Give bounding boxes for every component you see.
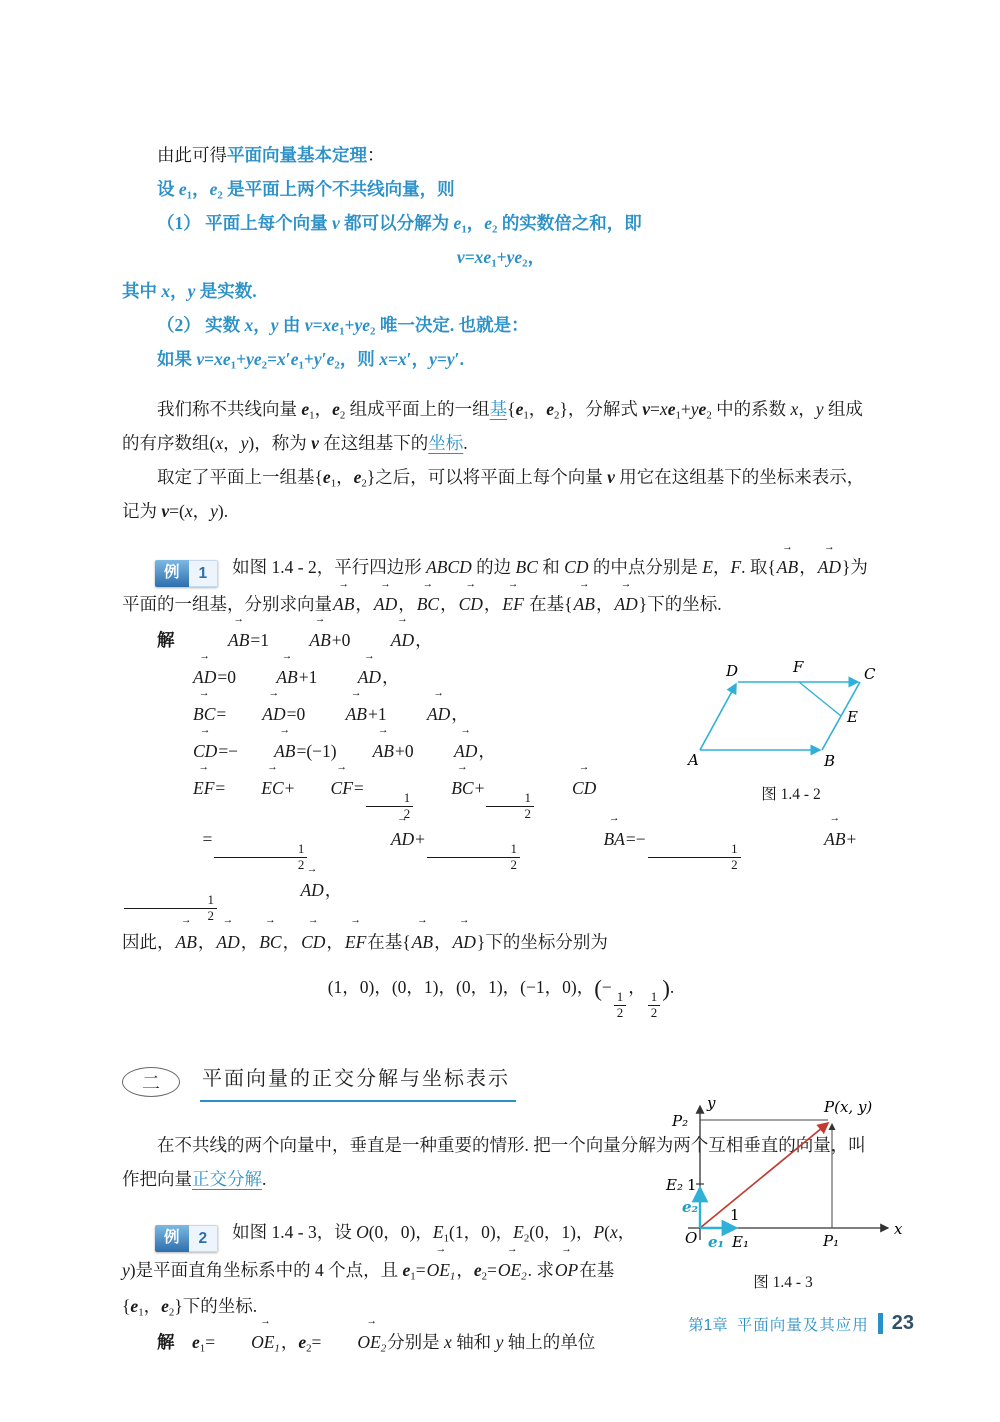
coordinate-diagram [656, 1090, 910, 1262]
figure-1-4-2-caption: 图 1.4 - 2 [761, 786, 821, 803]
vertex-label-d: D [726, 662, 739, 680]
example-badge-label: 例 [155, 1225, 189, 1252]
segment-e-f [799, 682, 841, 716]
example-1-statement [122, 550, 880, 622]
edge-a-d [700, 684, 736, 750]
footer-divider-bar [878, 1313, 883, 1334]
theorem-formula: $v=xe_1+ye_2$， [456, 247, 546, 270]
theorem-item-2-cont: 如果 $v=xe_1+ye_2=x'e_1+y'e_2$，则 x=x′，y=y′. [157, 349, 464, 372]
label-p2: P₂ [672, 1112, 689, 1130]
example-badge-number: 2 [189, 1225, 219, 1252]
example-1-badge [155, 560, 218, 587]
example-2 [122, 1214, 638, 1360]
label-unit-x: 1 [730, 1206, 740, 1224]
solution-line: = $\frac{1}{2}$ → AD+ $\frac{1}{2}$ → BA=− $\frac{1}{2}$ → AB+ $\frac{1}{2}$ → AD， [122, 821, 880, 923]
figure-1-4-2 [684, 646, 898, 805]
section-2-marker: 二 [122, 1067, 180, 1097]
label-p1: P₁ [823, 1232, 840, 1250]
label-unit-y: 1 [687, 1176, 697, 1194]
page-footer [688, 1312, 914, 1335]
label-e2-vector: e₂ [682, 1198, 699, 1216]
footer-book-title: 平面向量及其应用 [736, 1316, 869, 1334]
label-origin: O [685, 1229, 698, 1247]
solution-line: → EF= → EC+ → CF= $\frac{1}{2}$ → BC+ $\frac{1}{2}$ → CD [122, 770, 880, 821]
paragraph-coordinate-representation: 取定了平面上一组基{$e_1$，$e_2$}之后，可以将平面上每个向量 v 用它在这组基下的坐标来表示，记为 v=(x，y). [122, 467, 865, 521]
vertex-label-b: B [824, 752, 836, 770]
example-2-statement-text: 如图 1.4 - 3，设 O(0，0)，$E_1(1$，0)，$E_2(0$，1)，P(x，y)是平面直角坐标系中的 4 个点，且 $e_1=\to OE_1$，$e_2=\to OE_2$. 求→ OP在基{$e_1$，$e_2$}下的坐标. [122, 1222, 635, 1316]
paragraph-orthogonal: 在不共线的两个向量中，垂直是一种重要的情形. 把一个向量分解为两个互相垂直的向量，叫作把向量正交分解. [122, 1135, 866, 1190]
section-2-title: 平面向量的正交分解与坐标表示 [200, 1062, 516, 1102]
footer-page-number: 23 [891, 1312, 914, 1334]
vector-op [700, 1123, 828, 1228]
theorem-item-1: （1） 平面上每个向量 v 都可以分解为 $e_1$，$e_2$ 的实数倍之和，即 [157, 213, 642, 236]
solution-line: → AD=0 → AB+1 → AD， [122, 659, 880, 696]
solution-line: 解 → AB=1 → AB+0 → AD， [122, 622, 880, 659]
theorem-where: 其中 x，y 是实数. [122, 281, 257, 301]
example-badge-number: 1 [189, 560, 219, 587]
label-y-axis: y [707, 1094, 716, 1112]
vertex-label-a: A [688, 751, 699, 769]
example-badge-label: 例 [155, 560, 189, 587]
label-x-axis: x [894, 1220, 903, 1238]
label-e1-vector: e₁ [708, 1233, 725, 1251]
label-point-p: P(x, y) [824, 1098, 873, 1116]
label-e2-point: E₂ [666, 1176, 683, 1194]
figure-1-4-3-caption: 图 1.4 - 3 [753, 1274, 813, 1291]
solution-line: → BC= → AD=0 → AB+1 → AD， [122, 696, 880, 733]
theorem-lead: 由此可得平面向量基本定理： [157, 145, 385, 165]
example-1-statement-text: 如图 1.4 - 2，平行四边形 ABCD 的边 BC 和 CD 的中点分别是 E，F. 取{→ AB，→ AD}为平面的一组基，分别求向量→ AB，→ AD，→ BC，→ CD，→ EF 在基{→ AB，→ AD}下的坐标. [122, 557, 868, 614]
example-1-coordinates: (1，0)，(0，1)，(0，1)，(−1，0)，(− $\frac{1}{2}$ ， $\frac{1}{2}$ ). [327, 974, 675, 1020]
example-2-solution-start: 解 $e_1= \to OE_1$，$e_2= \to OE_2$分别是 x 轴和 y 轴上的单位 [122, 1324, 638, 1360]
theorem-item-2: （2） 实数 x，y 由 $v=xe_1+ye_2$ 唯一决定. 也就是： [157, 315, 529, 338]
vertex-label-f: F [793, 658, 804, 676]
footer-chapter: 第1章 [688, 1316, 728, 1334]
solution-line: → CD=− → AB=(−1) → AB+0 → AD， [122, 733, 880, 770]
figure-1-4-3 [656, 1090, 910, 1293]
label-e1-point: E₁ [732, 1233, 749, 1251]
vertex-label-e: E [847, 708, 858, 726]
example-1-conclusion: 因此，→ AB，→ AD，→ BC，→ CD，→ EF在基{→ AB，→ AD}下的坐标分别为 [122, 923, 880, 961]
vertex-label-c: C [864, 665, 876, 683]
theorem-setup: 设 $e_1$，$e_2$ 是平面上两个不共线向量，则 [157, 179, 455, 202]
example-2-statement [122, 1214, 638, 1324]
theorem-block [122, 138, 880, 376]
parallelogram-diagram [684, 646, 898, 774]
paragraph-base-definition: 我们称不共线向量 $e_1$，$e_2$ 组成平面上的一组基{$e_1$，$e_2$}，分解式 $v=xe_1+ye_2$ 中的系数 x，y 组成的有序数组(x，y)，称为 v 在这组基下的坐标. [122, 399, 863, 453]
example-2-badge [155, 1225, 218, 1252]
